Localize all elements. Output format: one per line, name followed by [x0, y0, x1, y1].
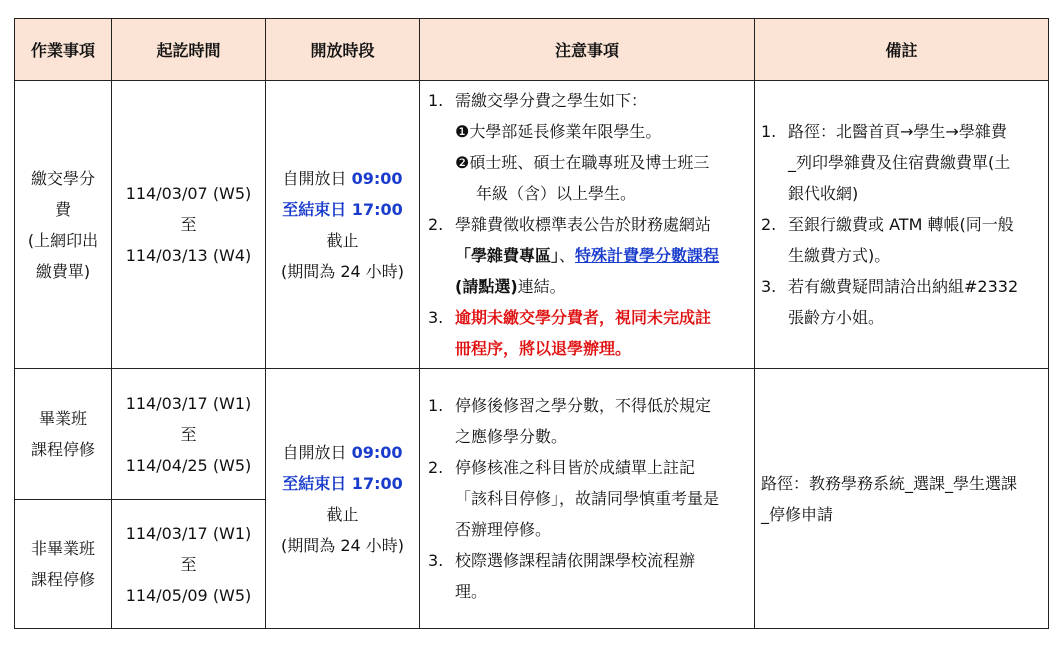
open-time-cell: 自開放日 09:00 至結束日 17:00 截止 (期間為 24 小時): [266, 369, 420, 629]
list-item: 3. 逾期未繳交學分費者，視同未完成註 冊程序，將以退學辦理。: [428, 308, 712, 358]
header-row: [15, 19, 1049, 81]
period-cell: 114/03/17 (W1) 至 114/04/25 (W5): [112, 369, 266, 500]
task-cell: 繳交學分 費 (上網印出 繳費單): [15, 81, 112, 369]
list-item: 2. 學雜費徵收標準表公告於財務處網站 「學雜費專區」、特殊計費學分數課程 (請點選)連結。: [428, 215, 720, 296]
list-item: 3. 若有繳費疑問請洽出納組#2332 張齡方小姐。: [761, 277, 1019, 327]
header-open-time: 開放時段: [266, 19, 420, 81]
task-cell: 畢業班 課程停修: [15, 369, 112, 500]
notes-cell: 1. 需繳交學分費之學生如下： ❶大學部延長修業年限學生。 ❷碩士班、碩士在職專班及博士班三 年級（含）以上學生。 2. 學雜費徵收標準表公告於財務處網站 「學雜費專區」、特殊計費學分數課程 (請點選)連結。 3. 逾期未繳交學分費者，視同未完成註 冊程序，將以退學辦理。: [420, 81, 755, 369]
list-item: 1. 路徑：北醫首頁→學生→學雜費 _列印學雜費及住宿費繳費單(土 銀代收網): [761, 122, 1011, 203]
remarks-cell: 路徑：教務學務系統_選課_學生選課 _停修申請: [755, 369, 1049, 629]
table-row: [15, 369, 1049, 500]
header-notes: 注意事項: [420, 19, 755, 81]
table-row: [15, 81, 1049, 369]
notes-cell: [420, 369, 755, 629]
open-time-cell: 自開放日 09:00 至結束日 17:00 截止 (期間為 24 小時): [266, 81, 420, 369]
list-item: 2. 至銀行繳費或 ATM 轉帳(同一般 生繳費方式)。: [761, 215, 1014, 265]
special-credit-courses-link[interactable]: 特殊計費學分數課程: [575, 246, 720, 265]
header-task: 作業事項: [15, 19, 112, 81]
header-remarks: 備註: [755, 19, 1049, 81]
header-period: 起訖時間: [112, 19, 266, 81]
period-cell: 114/03/17 (W1) 至 114/05/09 (W5): [112, 500, 266, 629]
list-item: 1. 需繳交學分費之學生如下：: [428, 91, 648, 110]
list-item: 1. 停修後修習之學分數，不得低於規定 之應修學分數。: [428, 396, 712, 446]
remarks-cell: [755, 81, 1049, 369]
list-item: 2. 停修核准之科目皆於成績單上註記 「該科目停修」，故請同學慎重考量是 否辦理停修。: [428, 458, 720, 539]
task-cell: 非畢業班 課程停修: [15, 500, 112, 629]
schedule-table: [14, 18, 1049, 629]
list-item: 3. 校際選修課程請依開課學校流程辦 理。: [428, 551, 696, 601]
period-cell: 114/03/07 (W5) 至 114/03/13 (W4): [112, 81, 266, 369]
